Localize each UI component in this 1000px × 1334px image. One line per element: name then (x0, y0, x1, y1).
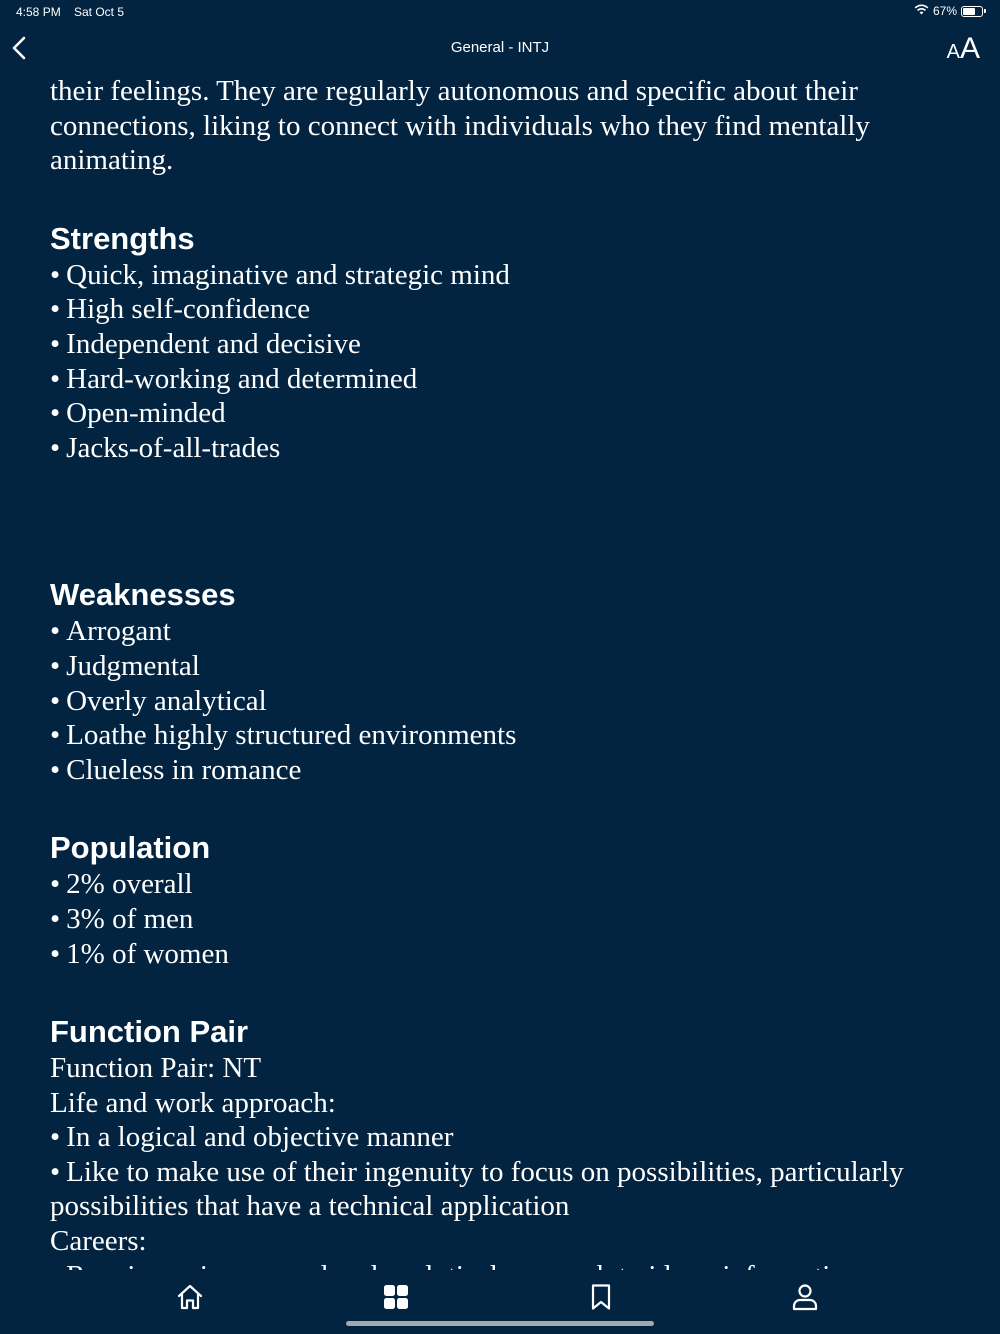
function-pair-heading: Function Pair (50, 1014, 249, 1050)
list-item: • Loathe highly structured environments (50, 718, 970, 753)
careers-label: Careers: (50, 1225, 147, 1258)
list-item: • 1% of women (50, 937, 970, 972)
battery-percent: 67% (932, 4, 957, 18)
list-item: • Independent and decisive (50, 327, 970, 362)
strengths-list (50, 258, 970, 466)
function-pair-list (50, 1120, 970, 1224)
list-item: • Overly analytical (50, 684, 970, 719)
list-item: • 2% overall (50, 867, 970, 902)
nav-title: General - INTJ (450, 39, 550, 56)
list-item: • Quick, imaginative and strategic mind (50, 258, 970, 293)
function-pair-line: Function Pair: NT (50, 1052, 262, 1085)
list-item: • 3% of men (50, 902, 970, 937)
bookmark-icon (586, 1282, 616, 1312)
tab-profile[interactable] (790, 1282, 820, 1312)
nav-bar (0, 24, 1000, 74)
list-item: • Arrogant (50, 614, 970, 649)
list-item: • Judgmental (50, 649, 970, 684)
status-bar (0, 0, 1000, 24)
life-work-approach-label: Life and work approach: (50, 1086, 336, 1119)
article-body (50, 74, 970, 1293)
wifi-icon (914, 4, 929, 18)
battery-icon (961, 6, 983, 17)
status-time: 4:58 PM (16, 5, 61, 19)
home-indicator[interactable] (346, 1321, 654, 1326)
grid-icon (381, 1282, 411, 1312)
profile-icon (790, 1282, 820, 1312)
list-item: • High self-confidence (50, 292, 970, 327)
status-date: Sat Oct 5 (74, 5, 125, 19)
list-item: • Open-minded (50, 396, 970, 431)
tab-categories[interactable] (381, 1282, 411, 1312)
weaknesses-heading: Weaknesses (50, 577, 236, 613)
population-heading: Population (50, 830, 211, 866)
tab-bookmarks[interactable] (586, 1282, 616, 1312)
text-size-large-label: A (959, 32, 980, 65)
list-item: • Hard-working and determined (50, 362, 970, 397)
intro-paragraph: their feelings. They are regularly autonomous and specific about their connections, liking to connect with individuals who they find mentally animating. (50, 75, 870, 177)
home-icon (175, 1282, 205, 1312)
tab-home[interactable] (175, 1282, 205, 1312)
list-item: • Clueless in romance (50, 753, 970, 788)
population-list (50, 867, 970, 971)
battery-tip (984, 9, 986, 13)
weaknesses-list (50, 614, 970, 787)
strengths-heading: Strengths (50, 220, 195, 256)
list-item: • Like to make use of their ingenuity to focus on possibilities, particularly possibilities that have a technical application (50, 1155, 970, 1224)
battery-fill (963, 8, 975, 15)
text-size-small-label: A (946, 41, 960, 63)
status-right (914, 4, 986, 18)
list-item: • Jacks-of-all-trades (50, 431, 970, 466)
list-item: • In a logical and objective manner (50, 1120, 970, 1155)
text-size-button[interactable] (947, 32, 980, 66)
article-content[interactable] (0, 70, 1000, 1270)
